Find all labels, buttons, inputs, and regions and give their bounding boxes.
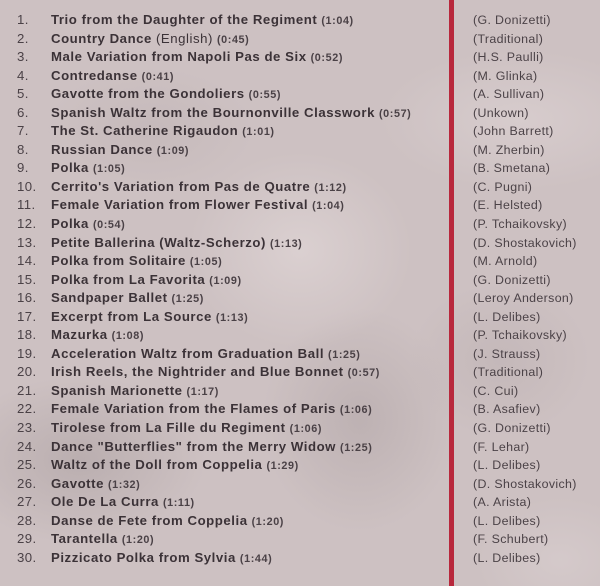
track-row [0,326,445,345]
track-composer: (G. Donizetti) [473,421,551,436]
track-duration: (0:55) [248,89,282,102]
track-composer: (C. Pugni) [473,179,533,194]
track-composer: (Traditional) [473,31,544,46]
track-title: Tirolese from La Fille du Regiment [51,420,286,436]
track-title: Trio from the Daughter of the Regiment [51,12,318,27]
track-title-line [51,530,154,550]
track-row [0,363,445,382]
track-title-line [51,419,322,439]
track-title: Male Variation from Napoli Pas de Six [51,49,307,65]
track-row [0,104,445,123]
track-number: 14. [17,253,37,269]
track-title-line [51,48,343,68]
track-row [0,252,445,271]
track-duration: (1:25) [328,348,361,361]
track-title: Sandpaper Ballet [51,290,168,306]
track-title-line [51,382,219,402]
track-number: 11. [17,197,36,213]
track-title: Waltz of the Doll from Coppelia [51,457,263,473]
track-duration: (1:32) [107,478,141,491]
track-number: 16. [17,290,37,306]
track-title-line [51,400,372,420]
track-composer: (J. Strauss) [473,346,541,361]
track-title-line [51,234,302,254]
track-title: Gavotte [51,475,104,491]
track-duration: (1:01) [242,126,275,139]
track-duration: (0:57) [347,367,380,380]
track-composer: (L. Delibes) [473,458,541,473]
track-composer: (L. Delibes) [473,513,541,528]
track-composer: (C. Cui) [473,383,519,398]
track-number: 5. [17,86,29,102]
track-title: Cerrito's Variation from Pas de Quatre [51,178,311,194]
track-row [0,438,445,457]
track-row [0,512,445,531]
track-title: Pizzicato Polka from Sylvia [51,549,236,565]
track-row [0,549,445,568]
track-duration: (1:04) [312,200,345,213]
track-duration: (1:13) [269,237,303,250]
track-number: 25. [17,457,37,473]
track-duration: (1:05) [92,163,126,176]
track-row [0,30,445,49]
track-title-line [51,363,380,383]
track-number: 10. [17,178,37,194]
track-composer: (A. Arista) [473,495,532,510]
track-number: 4. [17,67,29,83]
track-title: Polka from La Favorita [51,271,206,287]
track-title: Polka [51,216,89,232]
track-duration: (1:04) [321,15,354,27]
track-number: 30. [17,549,37,565]
track-number: 13. [17,234,37,250]
track-duration: (0:57) [378,107,412,120]
track-composer: (P. Tchaikovsky) [473,328,567,343]
track-number: 2. [17,30,29,46]
track-duration: (1:25) [340,441,373,454]
track-number: 28. [17,512,37,528]
track-title-line [51,289,204,309]
track-row [0,85,445,104]
track-title: Spanish Marionette [51,382,183,398]
track-composer: (B. Asafiev) [473,402,541,417]
track-title: Russian Dance [51,141,153,157]
track-row [0,141,445,160]
track-title-line [51,141,189,161]
track-row [0,475,445,494]
track-duration: (1:20) [121,534,155,547]
track-number: 6. [17,104,29,120]
track-list [0,11,445,567]
track-title: Tarantella [51,531,118,547]
track-title: Polka from Solitaire [51,253,186,269]
track-title-line [51,271,242,291]
track-row [0,48,445,67]
track-duration: (0:52) [310,52,344,65]
track-number: 29. [17,531,37,547]
track-number: 12. [17,216,37,232]
track-composer: (B. Smetana) [473,161,551,176]
track-row [0,271,445,290]
track-title-line [51,438,372,458]
track-composer: (F. Schubert) [473,532,549,547]
track-title: Contredanse [51,67,138,83]
track-number: 9. [17,160,29,176]
track-subtitle: (English) [155,30,213,46]
track-number: 22. [17,401,37,417]
track-composer: (G. Donizetti) [473,13,551,27]
track-composer: (G. Donizetti) [473,272,551,287]
track-title: Ole De La Curra [51,494,159,510]
track-composer: (L. Delibes) [473,550,541,565]
track-composer: (F. Lehar) [473,439,530,454]
track-row [0,289,445,308]
track-title-line [51,11,354,31]
track-number: 27. [17,494,37,510]
track-title: The St. Catherine Rigaudon [51,123,239,139]
track-duration: (0:41) [141,70,175,83]
track-duration: (0:45) [216,33,250,46]
track-title-line [51,308,248,328]
track-composer: (John Barrett) [473,124,554,139]
track-row [0,215,445,234]
track-duration: (1:44) [239,552,273,565]
track-title-line [51,475,140,495]
track-title-line [51,85,281,105]
track-number: 24. [17,438,37,454]
track-composer: (D. Shostakovich) [473,235,577,250]
track-row [0,11,445,30]
track-title-line [51,326,144,346]
track-duration: (1:11) [162,497,195,510]
track-composer: (L. Delibes) [473,309,541,324]
track-title: Polka [51,160,89,176]
track-duration: (1:12) [314,181,347,194]
track-row [0,400,445,419]
track-number: 21. [17,382,37,398]
track-title: Petite Ballerina (Waltz-Scherzo) [51,234,266,250]
track-number: 1. [17,12,29,27]
track-number: 8. [17,141,29,157]
track-row [0,196,445,215]
track-title-line [51,67,174,87]
track-title-line [51,122,275,142]
track-duration: (1:29) [266,460,299,473]
track-composer: (Leroy Anderson) [473,291,574,306]
track-number: 3. [17,49,29,65]
track-title: Gavotte from the Gondoliers [51,86,245,102]
track-duration: (1:08) [111,330,145,343]
track-title-line [51,30,249,50]
track-row [0,308,445,327]
track-duration: (1:17) [186,385,219,398]
composer-list [473,11,577,567]
track-title-line [51,345,360,365]
track-duration: (1:13) [215,311,249,324]
track-number: 15. [17,271,37,287]
track-number: 7. [17,123,29,139]
track-number: 18. [17,327,37,343]
red-divider-line [449,0,454,586]
track-number: 19. [17,345,37,361]
track-title-line [51,493,195,513]
track-number: 20. [17,364,37,380]
track-title-line [51,178,347,198]
track-composer: (Unkown) [473,105,529,120]
track-title: Spanish Waltz from the Bournonville Classwork [51,104,375,120]
track-number: 23. [17,420,37,436]
track-duration: (0:54) [92,219,126,232]
track-duration: (1:06) [289,423,323,436]
track-row [0,122,445,141]
track-title: Country Dance [51,30,152,46]
track-composer: (D. Shostakovich) [473,476,577,491]
track-composer: (M. Arnold) [473,254,538,269]
track-number: 17. [17,308,37,324]
track-duration: (1:05) [189,256,223,269]
track-title-line [51,456,299,476]
track-composer: (M. Zherbin) [473,142,545,157]
track-title: Female Variation from the Flames of Paris [51,401,336,417]
track-duration: (1:20) [251,515,284,528]
track-composer: (H.S. Paulli) [473,50,544,65]
track-title-line [51,104,411,124]
track-row [0,493,445,512]
track-row [0,178,445,197]
track-title-line [51,159,125,179]
track-title-line [51,215,125,235]
track-title: Dance "Butterflies" from the Merry Widow [51,438,336,454]
track-row [0,530,445,549]
track-title-line [51,549,272,569]
track-composer: (E. Helsted) [473,198,543,213]
track-title-line [51,512,284,532]
track-title: Danse de Fete from Coppelia [51,512,248,528]
track-composer: (Traditional) [473,365,544,380]
track-title: Acceleration Waltz from Graduation Ball [51,345,325,361]
track-title: Irish Reels, the Nightrider and Blue Bonnet [51,364,344,380]
track-title-line [51,252,222,272]
track-row [0,234,445,253]
track-composer: (P. Tchaikovsky) [473,217,567,232]
track-title: Female Variation from Flower Festival [51,197,309,213]
track-row [0,456,445,475]
track-title: Mazurka [51,327,108,343]
track-row [0,382,445,401]
track-row [0,419,445,438]
track-composer: (M. Glinka) [473,68,538,83]
track-duration: (1:06) [339,404,373,417]
track-composer: (A. Sullivan) [473,87,545,102]
track-number: 26. [17,475,37,491]
track-duration: (1:09) [156,144,190,157]
track-duration: (1:25) [171,293,204,306]
track-row [0,159,445,178]
track-row [0,67,445,86]
track-row [0,345,445,364]
track-title: Excerpt from La Source [51,308,212,324]
track-title-line [51,196,344,216]
track-duration: (1:09) [209,274,242,287]
